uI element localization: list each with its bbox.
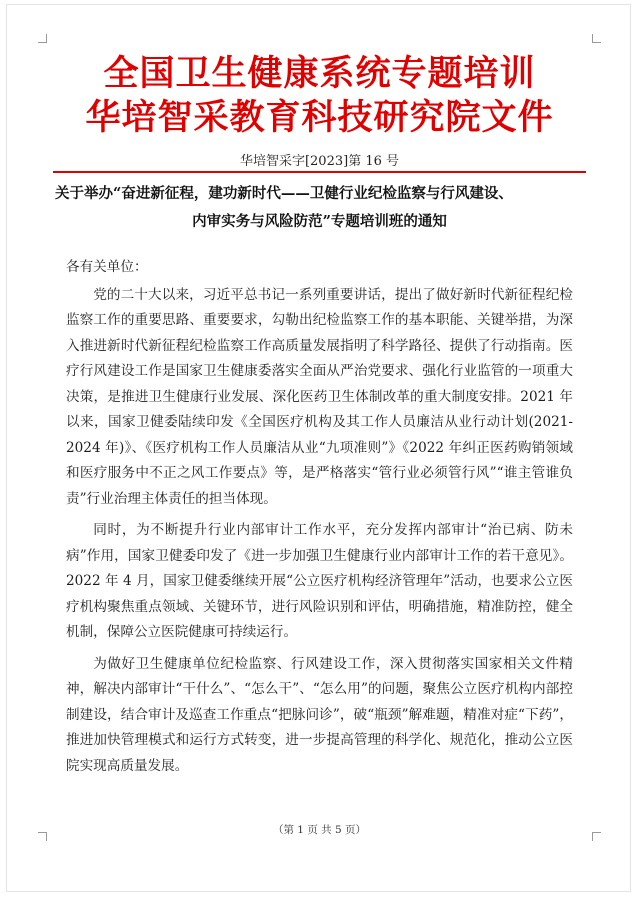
- salutation: 各有关单位：: [66, 259, 148, 275]
- document-body: [66, 255, 573, 785]
- header-line-2: 华培智采教育科技研究院文件: [85, 97, 554, 138]
- crop-mark-top-left: [38, 34, 47, 43]
- title-line-2: 内审实务与风险防范”专题培训班的通知: [192, 213, 447, 230]
- notice-title: [55, 180, 584, 236]
- red-divider: [53, 171, 586, 173]
- title-line-1: 关于举办“奋进新征程，建功新时代——卫健行业纪检监察与行风建设、: [55, 185, 513, 202]
- paragraph-3: 为做好卫生健康单位纪检监察、行风建设工作，深入贯彻落实国家相关文件精神，解决内部审计“干什么”、“怎么干”、“怎么用”的问题，聚焦公立医疗机构内部控制建设，结合审计及巡查工作重点“把脉问诊”，破“瓶颈”解难题，精准对症“下药”，推进加快管理模式和运行方式转变，进一步提高管理的科学化、规范化，推动公立医院实现高质量发展。: [66, 655, 573, 774]
- page-footer: （第 1 页 共 5 页）: [272, 824, 367, 836]
- crop-mark-top-right: [592, 34, 601, 43]
- document-header: [40, 52, 599, 140]
- header-line-1: 全国卫生健康系统专题培训: [103, 53, 536, 94]
- document-number: 华培智采字[2023]第 16 号: [239, 154, 400, 169]
- paragraph-1: 党的二十大以来，习近平总书记一系列重要讲话，提出了做好新时代新征程纪检监察工作的重要思路、重要要求，勾勒出纪检监察工作的基本职能、关键举措，为深入推进新时代新征程纪检监察工作高质量发展指明了科学路径、提供了行动指南。医疗行风建设工作是国家卫生健康委落实全面从严治党要求、强化行业监管的一项重大决策，是推进卫生健康行业发展、深化医药卫生体制改革的重大制度安排。2021 年以来，国家卫健委陆续印发《全国医疗机构及其工作人员廉洁从业行动计划(2021-2024 年)》、《医疗机构工作人员廉洁从业“九项准则”》《2022 年纠正医药购销领域和医疗服务中不正之风工作要点》等，是严格落实“管行业必须管行风”“谁主管谁负责”行业治理主体责任的担当体现。: [66, 286, 573, 507]
- paragraph-2: 同时，为不断提升行业内部审计工作水平，充分发挥内部审计“治已病、防未病”作用，国家卫健委印发了《进一步加强卫生健康行业内部审计工作的若干意见》。2022 年 4 月，国家卫健委继续开展“公立医疗机构经济管理年”活动，也要求公立医疗机构聚焦重点领域、关键环节，进行风险识别和评估，明确措施，精准防控，健全机制，保障公立医院健康可持续运行。: [66, 522, 573, 640]
